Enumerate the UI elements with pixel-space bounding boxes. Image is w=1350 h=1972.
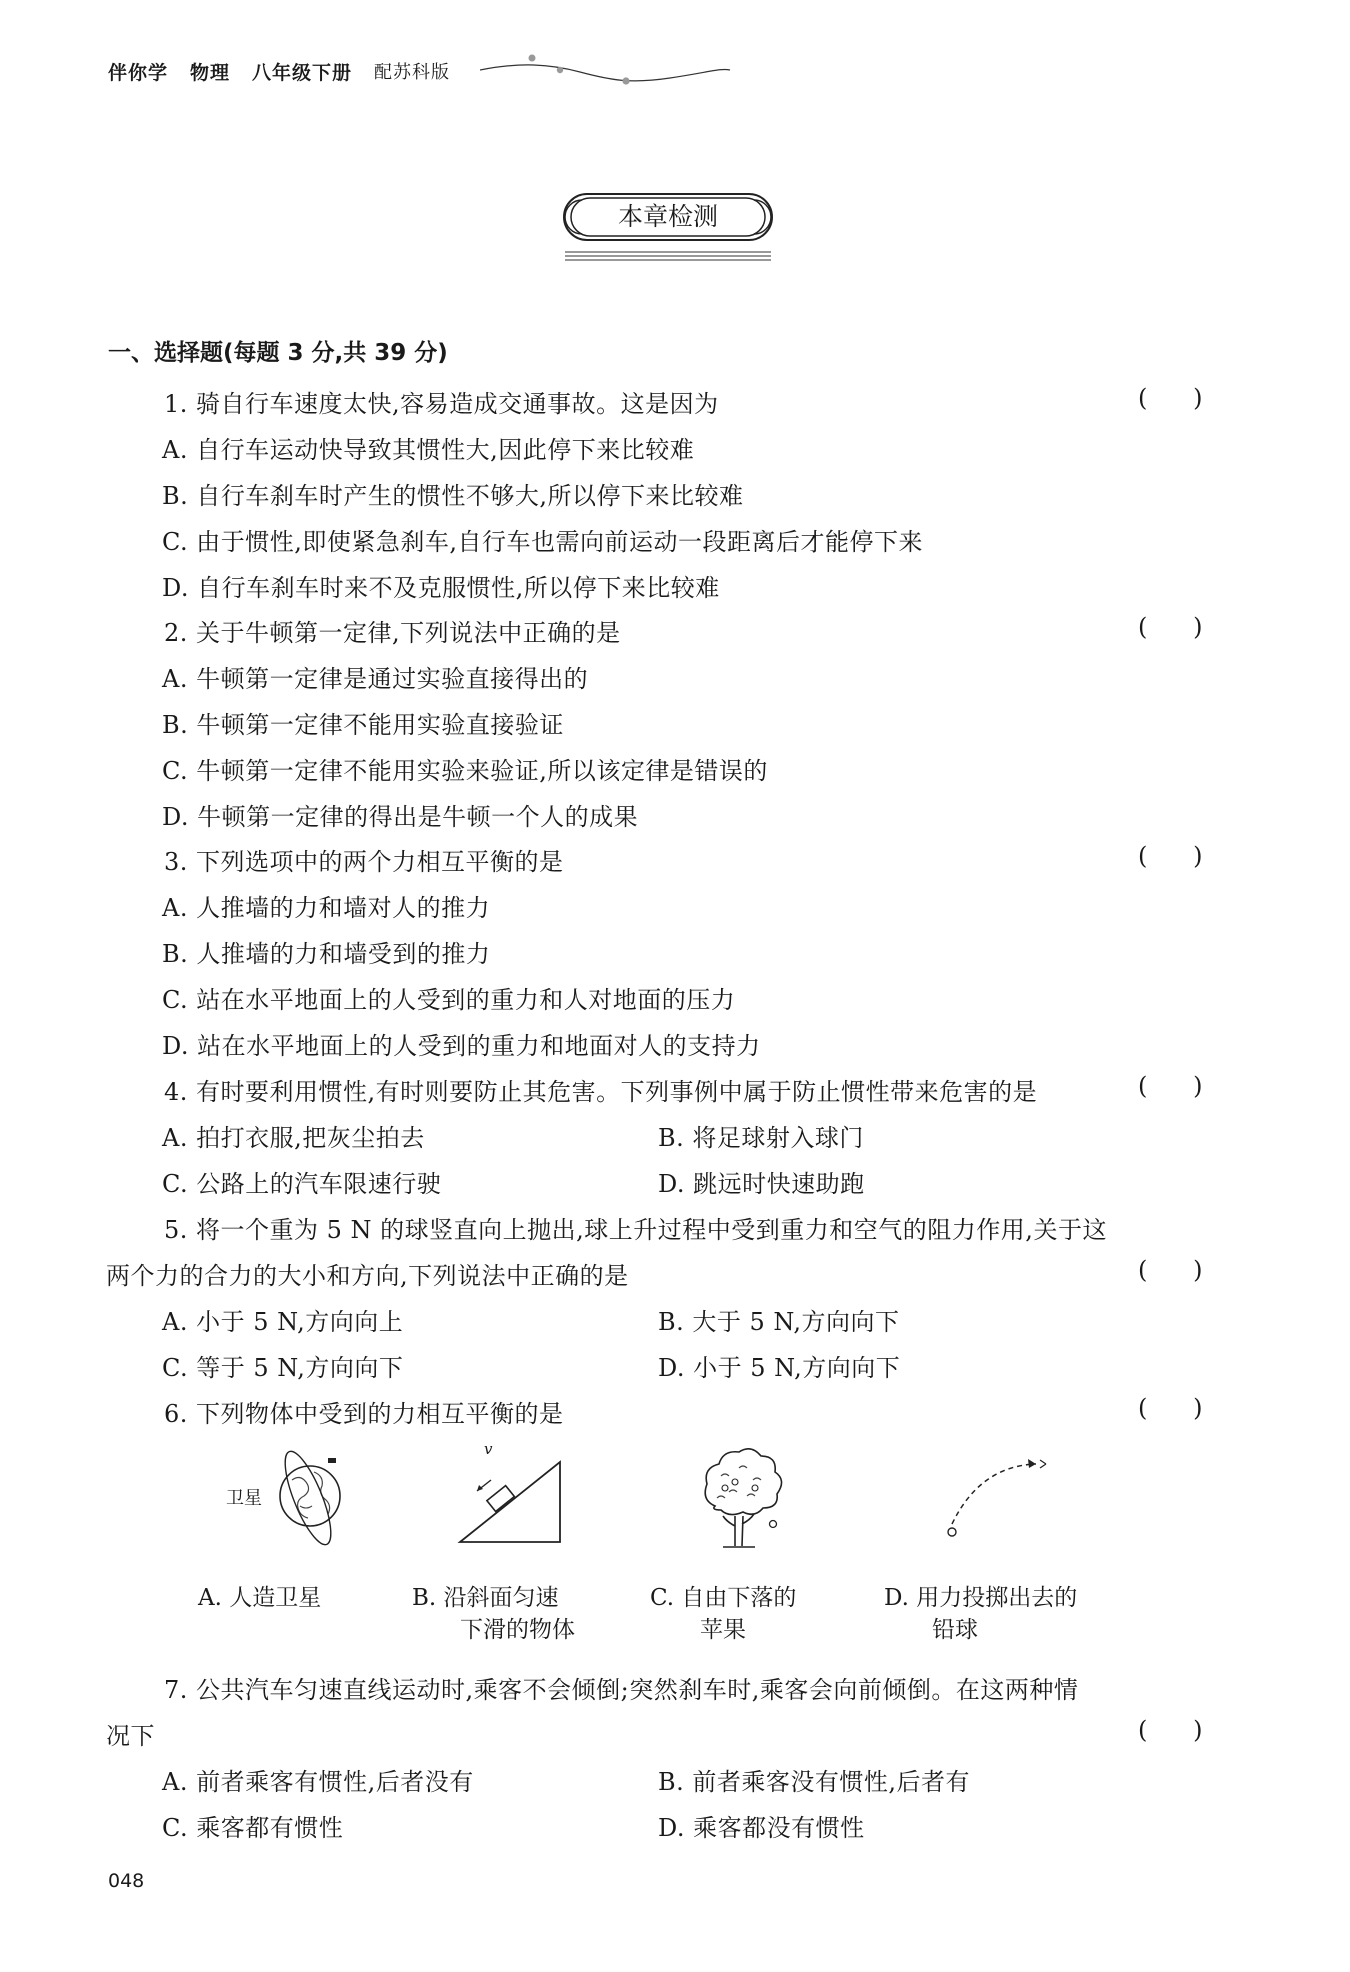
q2-option-c: C. 牛顿第一定律不能用实验来验证,所以该定律是错误的 — [162, 757, 768, 785]
answer-blank-6[interactable]: ( ) — [1138, 1394, 1203, 1422]
edition-name: 配苏科版 — [374, 62, 451, 83]
grade-name: 八年级下册 — [252, 61, 353, 84]
q6-option-a — [198, 1582, 321, 1614]
question-6-stem: 6. 下列物体中受到的力相互平衡的是 — [164, 1400, 564, 1428]
answer-blank-4[interactable]: ( ) — [1138, 1072, 1203, 1100]
chapter-title-underline — [565, 250, 771, 264]
shot-put-trajectory-figure — [940, 1456, 1060, 1546]
velocity-label: v — [484, 1440, 493, 1458]
q6-option-b — [412, 1582, 575, 1646]
q6-option-d — [884, 1582, 1077, 1646]
header-wave-decoration — [480, 48, 740, 98]
q1-option-a: A. 自行车运动快导致其惯性大,因此停下来比较难 — [162, 436, 695, 464]
apple-tree-figure — [695, 1446, 785, 1556]
question-3-stem: 3. 下列选项中的两个力相互平衡的是 — [164, 848, 564, 876]
q6-option-c — [650, 1582, 796, 1646]
q6-option-a-line1: A. 人造卫星 — [198, 1585, 322, 1611]
answer-blank-7[interactable]: ( ) — [1138, 1716, 1203, 1744]
subject-name: 物理 — [190, 61, 231, 84]
answer-blank-3[interactable]: ( ) — [1138, 842, 1203, 870]
q6-option-c-line1: C. 自由下落的 — [650, 1585, 797, 1611]
page-header — [108, 56, 472, 86]
q7-option-d: D. 乘客都没有惯性 — [658, 1814, 865, 1842]
question-2-stem: 2. 关于牛顿第一定律,下列说法中正确的是 — [164, 619, 621, 647]
q6-option-d-line2: 铅球 — [932, 1617, 978, 1643]
q5-option-c: C. 等于 5 N,方向向下 — [162, 1354, 404, 1382]
book-name: 伴你学 — [108, 61, 169, 84]
answer-blank-5[interactable]: ( ) — [1138, 1256, 1203, 1284]
q6-option-c-line2: 苹果 — [700, 1617, 746, 1643]
q3-option-a: A. 人推墙的力和墙对人的推力 — [162, 894, 491, 922]
chapter-title: 本章检测 — [617, 202, 718, 231]
q3-option-d: D. 站在水平地面上的人受到的重力和地面对人的支持力 — [162, 1032, 761, 1060]
q3-option-c: C. 站在水平地面上的人受到的重力和人对地面的压力 — [162, 986, 736, 1014]
q7-option-a: A. 前者乘客有惯性,后者没有 — [162, 1768, 474, 1796]
satellite-earth-figure — [268, 1446, 348, 1556]
q4-option-b: B. 将足球射入球门 — [658, 1124, 864, 1152]
q1-option-c: C. 由于惯性,即使紧急刹车,自行车也需向前运动一段距离后才能停下来 — [162, 528, 924, 556]
question-4-stem: 4. 有时要利用惯性,有时则要防止其危害。下列事例中属于防止惯性带来危害的是 — [164, 1078, 1038, 1106]
q3-option-b: B. 人推墙的力和墙受到的推力 — [162, 940, 491, 968]
q5-option-b: B. 大于 5 N,方向向下 — [658, 1308, 900, 1336]
q2-option-d: D. 牛顿第一定律的得出是牛顿一个人的成果 — [162, 803, 639, 831]
q4-option-c: C. 公路上的汽车限速行驶 — [162, 1170, 442, 1198]
q2-option-b: B. 牛顿第一定律不能用实验直接验证 — [162, 711, 564, 739]
q1-option-d: D. 自行车刹车时来不及克服惯性,所以停下来比较难 — [162, 574, 720, 602]
q5-option-d: D. 小于 5 N,方向向下 — [658, 1354, 901, 1382]
section-title: 一、选择题(每题 3 分,共 39 分) — [108, 340, 448, 366]
question-5-stem-line1: 5. 将一个重为 5 N 的球竖直向上抛出,球上升过程中受到重力和空气的阻力作用,关于这 — [164, 1216, 1107, 1244]
q4-option-d: D. 跳远时快速助跑 — [658, 1170, 865, 1198]
q1-option-b: B. 自行车刹车时产生的惯性不够大,所以停下来比较难 — [162, 482, 744, 510]
question-1-stem: 1. 骑自行车速度太快,容易造成交通事故。这是因为 — [164, 390, 719, 418]
q7-option-c: C. 乘客都有惯性 — [162, 1814, 344, 1842]
q6-option-d-line1: D. 用力投掷出去的 — [884, 1585, 1078, 1611]
q2-option-a: A. 牛顿第一定律是通过实验直接得出的 — [162, 665, 589, 693]
q5-option-a: A. 小于 5 N,方向向上 — [162, 1308, 404, 1336]
incline-block-figure — [455, 1448, 565, 1548]
page-number: 048 — [108, 1870, 145, 1892]
q6-option-b-line1: B. 沿斜面匀速 — [412, 1585, 559, 1611]
satellite-label: 卫星 — [226, 1488, 262, 1509]
answer-blank-1[interactable]: ( ) — [1138, 384, 1203, 412]
question-7-stem-line2: 况下 — [106, 1722, 155, 1750]
question-7-stem-line1: 7. 公共汽车匀速直线运动时,乘客不会倾倒;突然刹车时,乘客会向前倾倒。在这两种情 — [164, 1676, 1079, 1704]
question-5-stem-line2: 两个力的合力的大小和方向,下列说法中正确的是 — [106, 1262, 629, 1290]
q4-option-a: A. 拍打衣服,把灰尘拍去 — [162, 1124, 425, 1152]
answer-blank-2[interactable]: ( ) — [1138, 613, 1203, 641]
q6-option-b-line2: 下滑的物体 — [460, 1617, 575, 1643]
q7-option-b: B. 前者乘客没有惯性,后者有 — [658, 1768, 971, 1796]
